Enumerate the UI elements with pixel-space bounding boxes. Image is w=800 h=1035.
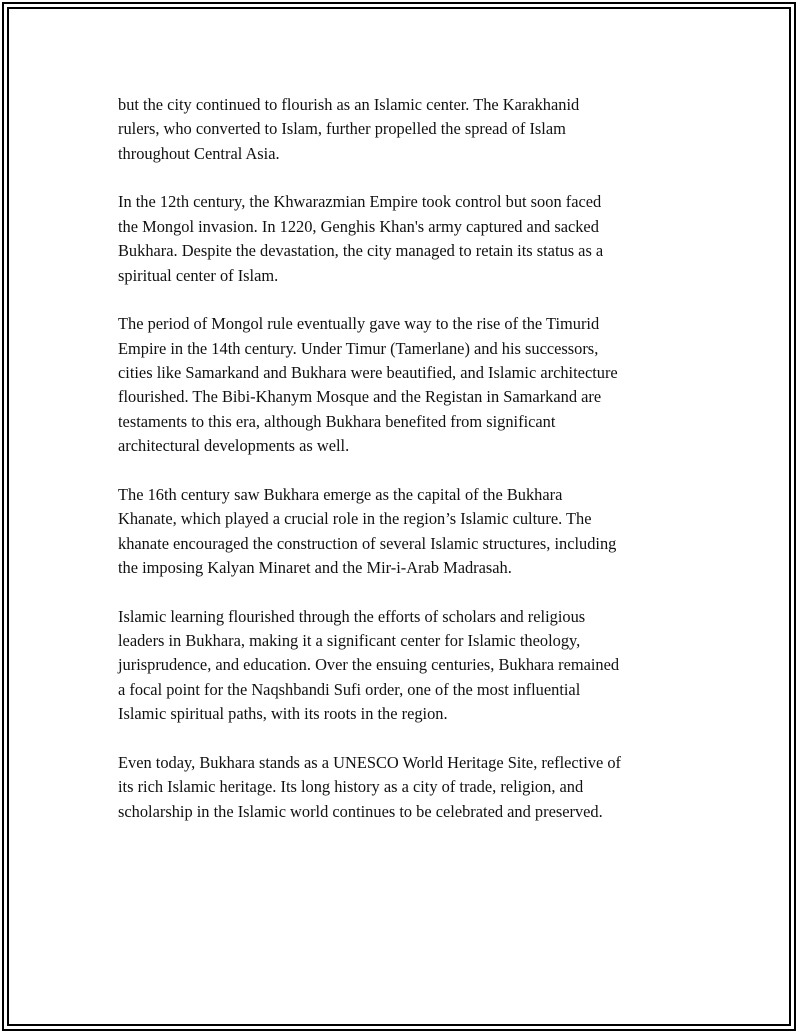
paragraph-islamic-learning: Islamic learning flourished through the efforts of scholars and religious leaders in Bukhara, making it a significant center for Islamic theology, jurisprudence, and education. Over the ensuing centuries, Bukhara remained a focal point for the Naqshbandi Sufi order, one of the most influential Islamic spiritual paths, with its roots in the region.	[118, 606, 620, 724]
paragraph-unesco: Even today, Bukhara stands as a UNESCO World Heritage Site, reflective of its rich Islamic heritage. Its long history as a city of trade, religion, and scholarship in the Islamic world continues to be celebrated and preserved.	[118, 752, 622, 821]
document-body	[118, 93, 698, 848]
paragraph-bukhara-khanate: The 16th century saw Bukhara emerge as the capital of the Bukhara Khanate, which played a crucial role in the region’s Islamic culture. The khanate encouraged the construction of several Islamic structures, including the imposing Kalyan Minaret and the Mir-i-Arab Madrasah.	[118, 484, 617, 578]
paragraph-khwarazmian: In the 12th century, the Khwarazmian Empire took control but soon faced the Mongol invasion. In 1220, Genghis Khan's army captured and sacked Bukhara. Despite the devastation, the city managed to retain its status as a spiritual center of Islam.	[118, 192, 604, 285]
paragraph-karakhanid: but the city continued to flourish as an Islamic center. The Karakhanid rulers, who converted to Islam, further propelled the spread of Islam throughout Central Asia.	[118, 95, 580, 163]
paragraph-timurid: The period of Mongol rule eventually gave way to the rise of the Timurid Empire in the 14th century. Under Timur (Tamerlane) and his successors, cities like Samarkand and Bukhara were beautified, and Islamic architecture flourished. The Bibi-Khanym Mosque and the Registan in Samarkand are testaments to this era, although Bukhara benefited from significant architectural developments as well.	[118, 314, 618, 456]
